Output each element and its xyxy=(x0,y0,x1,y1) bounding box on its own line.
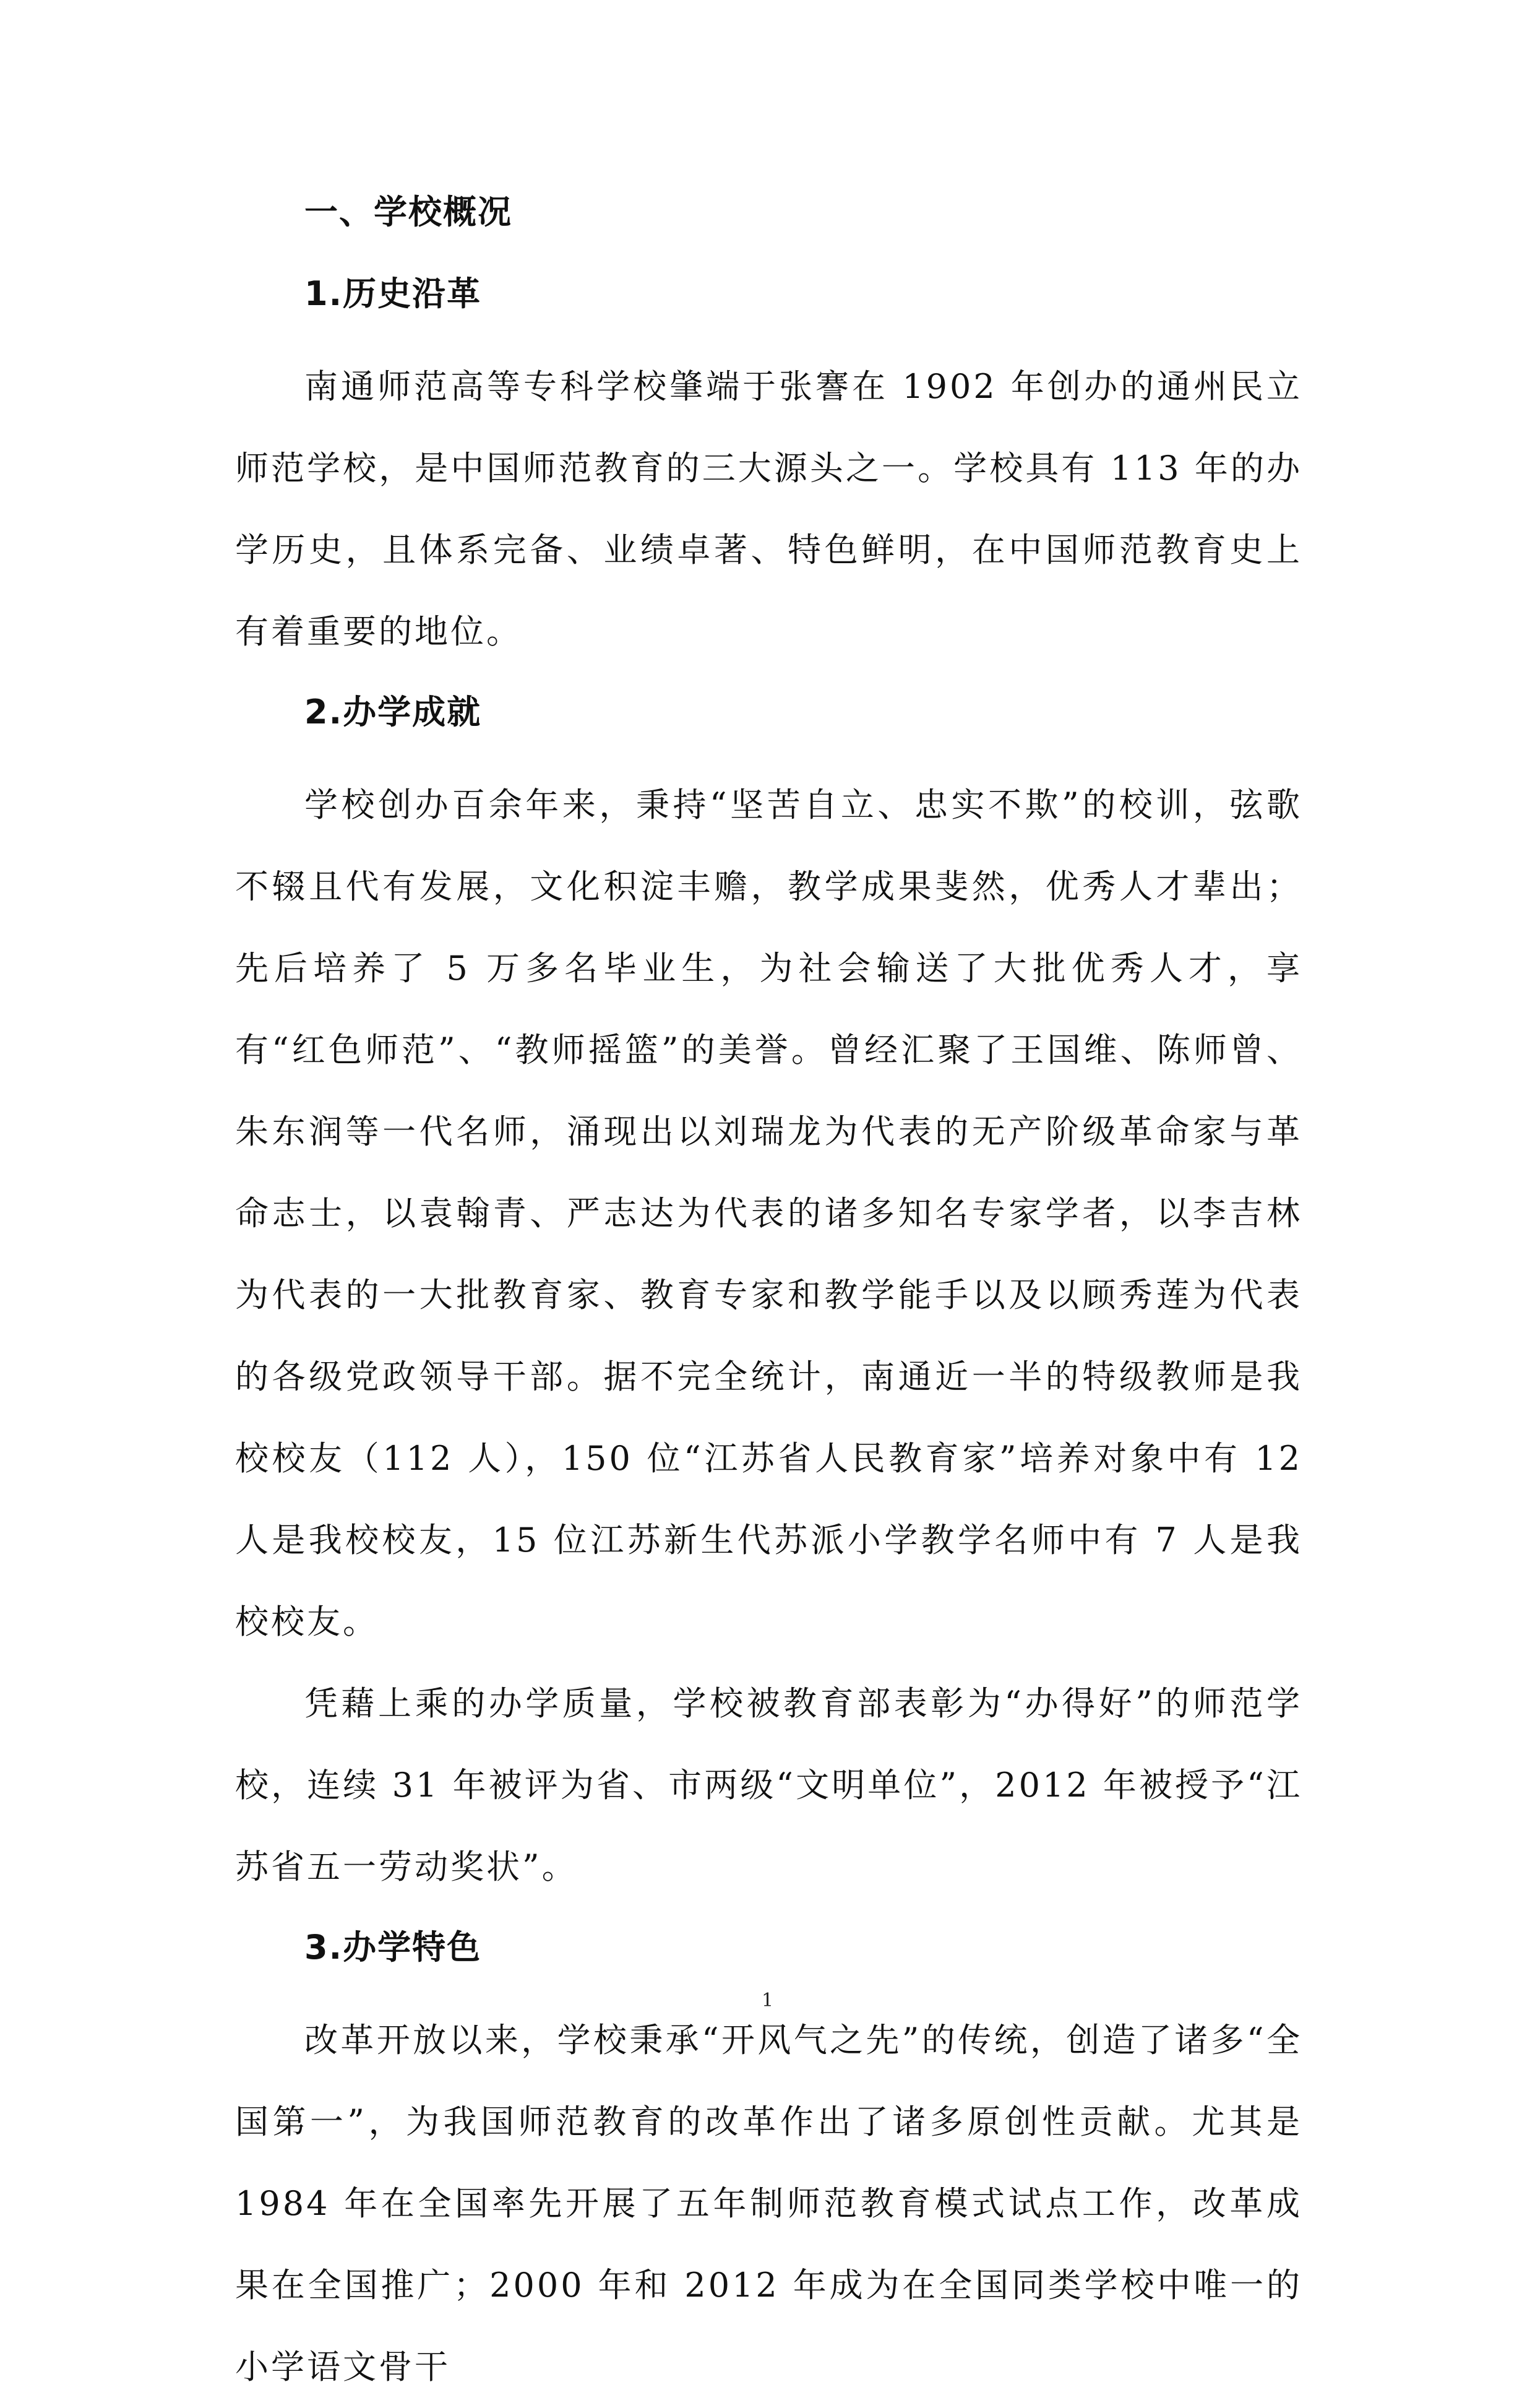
paragraph-achievements-2: 凭藉上乘的办学质量，学校被教育部表彰为“办得好”的师范学校，连续 31 年被评为省、市两级“文明单位”，2012 年被授予“江苏省五一劳动奖状”。 xyxy=(235,1684,1302,1886)
subsection-heading-features: 3.办学特色 xyxy=(304,1928,482,1967)
paragraph-history: 南通师范高等专科学校肇端于张謇在 1902 年创办的通州民立师范学校，是中国师范教育的三大源头之一。学校具有 113 年的办学历史，且体系完备、业绩卓著、特色鲜明，在中国师范教育史上有着重要的地位。 xyxy=(235,367,1302,651)
paragraph-features: 改革开放以来，学校秉承“开风气之先”的传统，创造了诸多“全国第一”，为我国师范教育的改革作出了诸多原创性贡献。尤其是 1984 年在全国率先开展了五年制师范教育模式试点工作，改革成果在全国推广；2000 年和 2012 年成为在全国同类学校中唯一的小学语文骨干 xyxy=(235,2021,1302,2386)
section-title: 一、学校概况 xyxy=(304,192,512,231)
subsection-heading-history: 1.历史沿革 xyxy=(304,274,482,313)
paragraph-achievements-1: 学校创办百余年来，秉持“坚苦自立、忠实不欺”的校训，弦歌不辍且代有发展，文化积淀丰赡，教学成果斐然，优秀人才辈出；先后培养了 5 万多名毕业生，为社会输送了大批优秀人才，享有“红色师范”、“教师摇篮”的美誉。曾经汇聚了王国维、陈师曾、朱东润等一代名师，涌现出以刘瑞龙为代表的无产阶级革命家与革命志士，以袁翰青、严志达为代表的诸多知名专家学者，以李吉林为代表的一大批教育家、教育专家和教学能手以及以顾秀莲为代表的各级党政领导干部。据不完全统计，南通近一半的特级教师是我校校友（112 人），150 位“江苏省人民教育家”培养对象中有 12 人是我校校友，15 位江苏新生代苏派小学教学名师中有 7 人是我校校友。 xyxy=(235,785,1302,1641)
subsection-heading-achievements: 2.办学成就 xyxy=(304,693,482,731)
document-body xyxy=(235,183,1302,2408)
page-number: 1 xyxy=(761,1990,774,2011)
